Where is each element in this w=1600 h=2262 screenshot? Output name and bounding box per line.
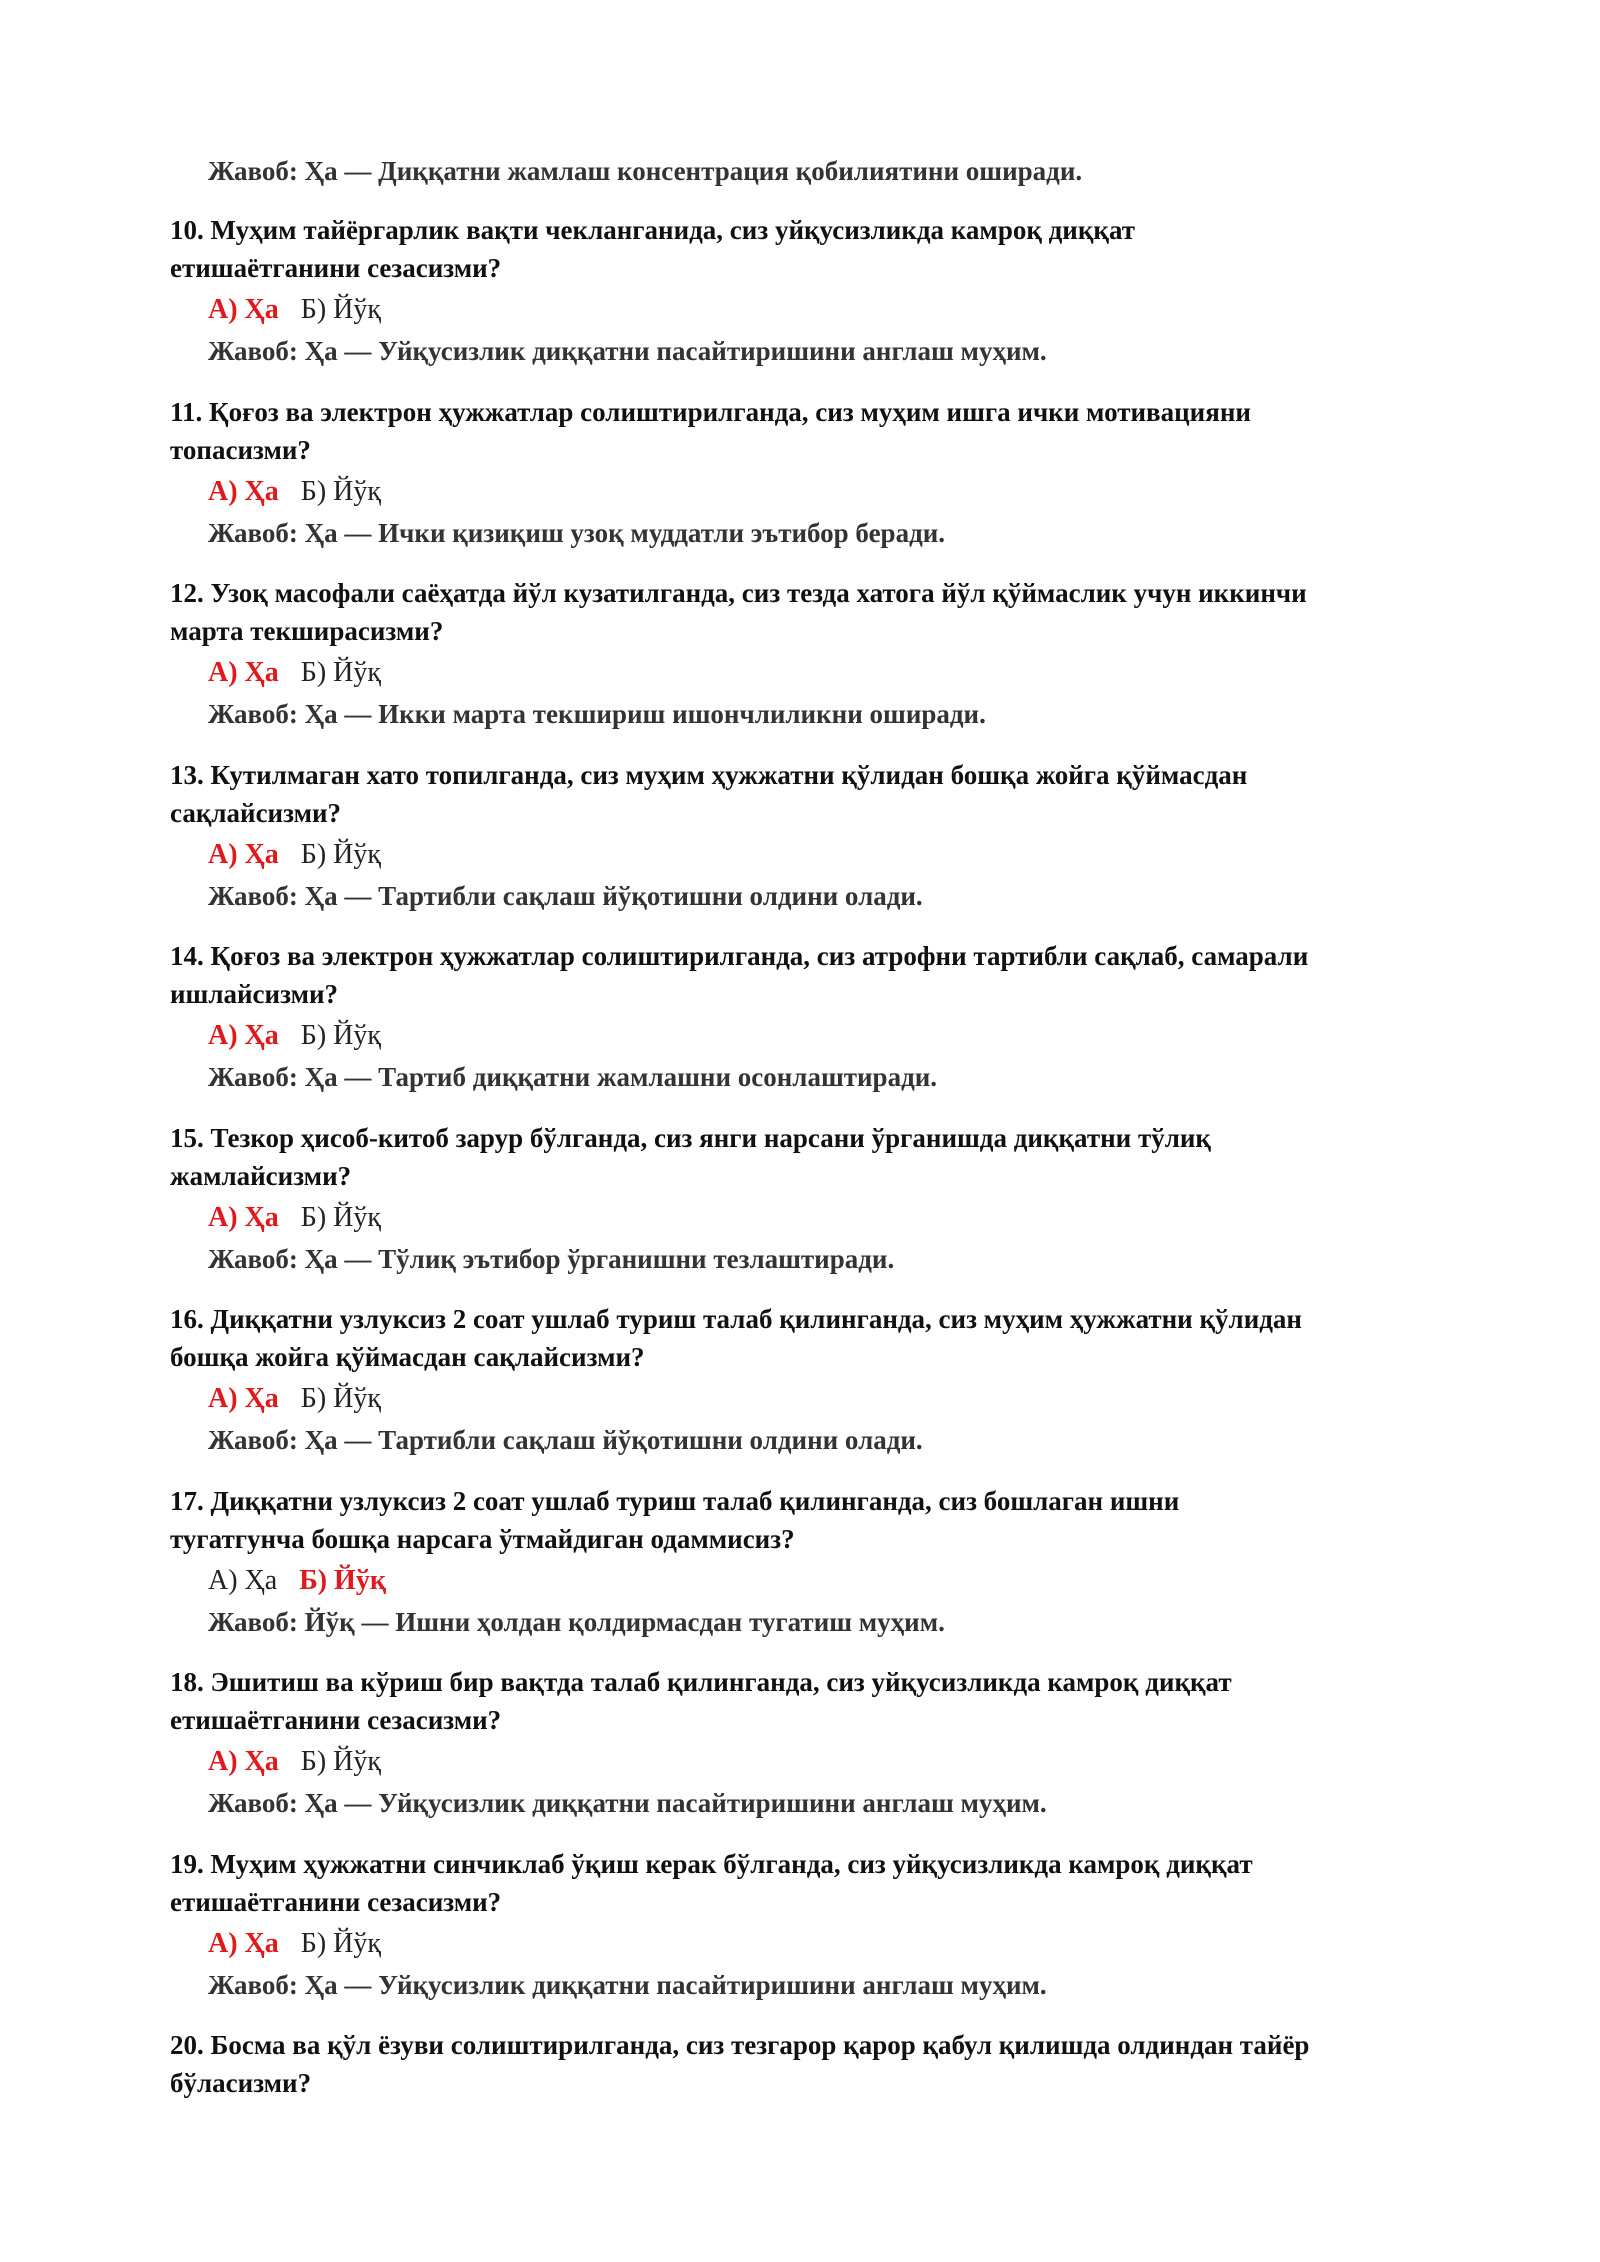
question-15-option-b[interactable]: Б) Йўқ (300, 1202, 381, 1233)
question-10-answer: Жавоб: Ҳа — Уйқусизлик диққатни пасайтиришини англаш муҳим. (208, 336, 1047, 366)
question-15-options (208, 1200, 403, 1236)
question-14-text-line2: ишлайсизми? (170, 979, 339, 1009)
question-11-options (208, 474, 403, 510)
question-17-answer: Жавоб: Йўқ — Ишни ҳолдан қолдирмасдан тугатиш муҳим. (208, 1607, 945, 1637)
question-17-text-line2: тугатгунча бошқа нарсага ўтмайдиган одаммисиз? (170, 1524, 795, 1554)
question-13-answer: Жавоб: Ҳа — Тартибли сақлаш йўқотишни олдини олади. (208, 881, 923, 911)
question-19-text-line1: 19. Муҳим ҳужжатни синчиклаб ўқиш керак бўлганда, сиз уйқусизликда камроқ диққат (170, 1849, 1253, 1879)
question-16-answer: Жавоб: Ҳа — Тартибли сақлаш йўқотишни олдини олади. (208, 1425, 923, 1455)
question-18-text-line1: 18. Эшитиш ва кўриш бир вақтда талаб қилинганда, сиз уйқусизликда камроқ диққат (170, 1667, 1232, 1697)
question-17-option-a[interactable]: А) Ҳа (208, 1565, 278, 1596)
question-13-option-a[interactable]: А) Ҳа (208, 839, 279, 870)
answer-9: Жавоб: Ҳа — Диққатни жамлаш консентрация қобилиятини оширади. (208, 156, 1083, 186)
question-16-option-b[interactable]: Б) Йўқ (300, 1383, 381, 1414)
question-13-option-b[interactable]: Б) Йўқ (300, 839, 381, 870)
question-12-text-line1: 12. Узоқ масофали саёҳатда йўл кузатилганда, сиз тезда хатога йўл қўймаслик учун иккинчи (170, 578, 1307, 608)
question-18-answer: Жавоб: Ҳа — Уйқусизлик диққатни пасайтиришини англаш муҳим. (208, 1788, 1047, 1818)
question-17-option-b[interactable]: Б) Йўқ (299, 1565, 386, 1596)
question-13-text-line2: сақлайсизми? (170, 798, 342, 828)
question-19-text-line2: етишаётганини сезасизми? (170, 1887, 502, 1917)
question-19-option-b[interactable]: Б) Йўқ (300, 1928, 381, 1959)
question-15-option-a[interactable]: А) Ҳа (208, 1202, 279, 1233)
question-18-option-a[interactable]: А) Ҳа (208, 1746, 279, 1777)
question-12-option-b[interactable]: Б) Йўқ (300, 657, 381, 688)
question-11-text-line2: топасизми? (170, 435, 311, 465)
question-14-option-a[interactable]: А) Ҳа (208, 1020, 279, 1051)
question-10-text-line2: етишаётганини сезасизми? (170, 253, 502, 283)
question-20-text-line2: бўласизми? (170, 2068, 312, 2098)
question-17-text-line1: 17. Диққатни узлуксиз 2 соат ушлаб туриш талаб қилинганда, сиз бошлаган ишни (170, 1486, 1180, 1516)
question-16-text-line1: 16. Диққатни узлуксиз 2 соат ушлаб туриш талаб қилинганда, сиз муҳим ҳужжатни қўлидан (170, 1304, 1302, 1334)
question-16-text-line2: бошқа жойга қўймасдан сақлайсизми? (170, 1342, 645, 1372)
question-13-options (208, 837, 403, 873)
question-14-answer: Жавоб: Ҳа — Тартиб диққатни жамлашни осонлаштиради. (208, 1062, 938, 1092)
question-11-answer: Жавоб: Ҳа — Ички қизиқиш узоқ муддатли эътибор беради. (208, 518, 946, 548)
question-10-text-line1: 10. Муҳим тайёргарлик вақти чекланганида, сиз уйқусизликда камроқ диққат (170, 215, 1136, 245)
question-18-option-b[interactable]: Б) Йўқ (300, 1746, 381, 1777)
question-16-option-a[interactable]: А) Ҳа (208, 1383, 279, 1414)
question-10-option-a[interactable]: А) Ҳа (208, 294, 279, 325)
question-15-answer: Жавоб: Ҳа — Тўлиқ эътибор ўрганишни тезлаштиради. (208, 1244, 895, 1274)
question-10-options (208, 292, 403, 328)
question-11-option-b[interactable]: Б) Йўқ (300, 476, 381, 507)
question-19-answer: Жавоб: Ҳа — Уйқусизлик диққатни пасайтиришини англаш муҳим. (208, 1970, 1047, 2000)
question-10-option-b[interactable]: Б) Йўқ (300, 294, 381, 325)
question-15-text-line1: 15. Тезкор ҳисоб-китоб зарур бўлганда, сиз янги нарсани ўрганишда диққатни тўлиқ (170, 1123, 1211, 1153)
question-12-text-line2: марта текширасизми? (170, 616, 444, 646)
question-19-options (208, 1926, 403, 1962)
question-12-options (208, 655, 403, 691)
question-11-text-line1: 11. Қоғоз ва электрон ҳужжатлар солиштирилганда, сиз муҳим ишга ички мотивацияни (170, 397, 1251, 427)
question-17-options (208, 1563, 408, 1599)
question-18-options (208, 1744, 403, 1780)
question-14-options (208, 1018, 403, 1054)
question-14-option-b[interactable]: Б) Йўқ (300, 1020, 381, 1051)
question-12-answer: Жавоб: Ҳа — Икки марта текшириш ишончлиликни оширади. (208, 699, 986, 729)
question-20-text-line1: 20. Босма ва қўл ёзуви солиштирилганда, сиз тезгарор қарор қабул қилишда олдиндан тайёр (170, 2030, 1310, 2060)
question-16-options (208, 1381, 403, 1417)
question-11-option-a[interactable]: А) Ҳа (208, 476, 279, 507)
question-12-option-a[interactable]: А) Ҳа (208, 657, 279, 688)
question-13-text-line1: 13. Кутилмаган хато топилганда, сиз муҳим ҳужжатни қўлидан бошқа жойга қўймасдан (170, 760, 1248, 790)
question-18-text-line2: етишаётганини сезасизми? (170, 1705, 502, 1735)
question-14-text-line1: 14. Қоғоз ва электрон ҳужжатлар солиштирилганда, сиз атрофни тартибли сақлаб, самарали (170, 941, 1309, 971)
question-19-option-a[interactable]: А) Ҳа (208, 1928, 279, 1959)
question-15-text-line2: жамлайсизми? (170, 1161, 352, 1191)
